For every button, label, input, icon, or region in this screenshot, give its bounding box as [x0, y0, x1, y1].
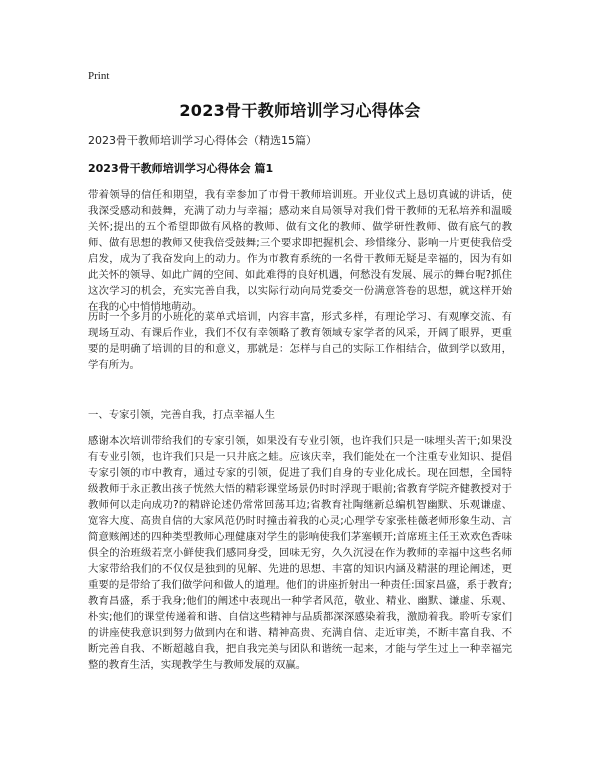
paragraph-intro: 带着领导的信任和期望，我有幸参加了市骨干教师培训班。开业仪式上恳切真诚的讲话，使我深受感动和鼓舞，充满了动力与幸福；感动来自局领导对我们骨干教师的无私培养和温暖关怀;提出的五个希望即做有风格的教师、做有文化的教师、做学研性教师、做有底气的教师、做有思想的教师又使我倍受鼓舞;三个要求即把握机会、珍惜缘分、影响一片更使我倍受启发，成为了我奋发向上的动力。作为市教育系统的一名骨干教师无疑是幸福的，因为有如此关怀的领导、如此广阔的空间、如此难得的良好机遇，何愁没有发展、展示的舞台呢?抓住这次学习的机会，充实完善自我，以实际行动向局党委交一份满意答卷的思想，就这样开始在我的心中悄悄地萌动。 — [88, 189, 512, 313]
subheading-expert-guidance: 一、专家引领，完善自我，打点幸福人生 — [88, 409, 276, 421]
print-label[interactable]: Print — [88, 70, 110, 82]
document-subtitle: 2023骨干教师培训学习心得体会（精选15篇） — [88, 134, 317, 147]
paragraph-expert: 感谢本次培训带给我们的专家引领，如果没有专业引领，也许我们只是一味埋头苦干;如果没有专业引领，也许我们只是一只井底之蛙。应该庆幸，我们能处在一个注重专业知识、提倡专家引领的市中教育，通过专家的引领，促进了我们自身的专业化成长。现在回想，全国特级教师于永正教出孩子恍然大悟的精彩课堂场景仍时时浮现于眼前;省教育学院齐健教授对于教师何以走向成功?的精辟论述仍常常回荡耳边;省教育社陶继新总编机智幽默、乐观谦虚、宽容大度、高贵自信的大家风范仍时时撞击着我的心灵;心理学专家张桂薇老师形象生动、言简意赅阐述的四种类型教师心理健康对学生的影响使我们茅塞顿开;首席班主任王欢欢色香味俱全的治班级若烹小鲜使我们感同身受，回味无穷，久久沉浸在作为教师的幸福中这些名师大家带给我们的不仅仅是独到的见解、先进的思想、丰富的知识内涵及精湛的理论阐述，更重要的是带给了我们做学问和做人的道理。他们的讲座折射出一种责任:国家昌盛，系于教育;教育昌盛，系于我身;他们的阐述中表现出一种学者风范，敬业、精业、幽默、谦虚、乐观、朴实;他们的课堂传递着和谐、自信这些精神与品质都深深感染着我，激励着我。聆听专家们的讲座使我意识到努力做到内在和谐、精神高贵、充满自信、走近审美，不断丰富自我、不断完善自我、不断超越自我，把自我完美与团队和谐统一起来，才能与学生过上一种幸福完整的教育生活，实现教学生与教师发展的双赢。 — [88, 435, 512, 671]
section-title: 2023骨干教师培训学习心得体会 篇1 — [88, 162, 274, 175]
paragraph-training: 历时一个多月的小班化的菜单式培训，内容丰富，形式多样，有理论学习、有观摩交流、有现场互动、有课后作业，我们不仅有幸领略了教育领域专家学者的风采，开阔了眼界，更重要的是明确了培训的目的和意义，那就是：怎样与自己的实际工作相结合，做到学以致用，学有所为。 — [88, 311, 512, 371]
page-title: 2023骨干教师培训学习心得体会 — [179, 101, 421, 120]
